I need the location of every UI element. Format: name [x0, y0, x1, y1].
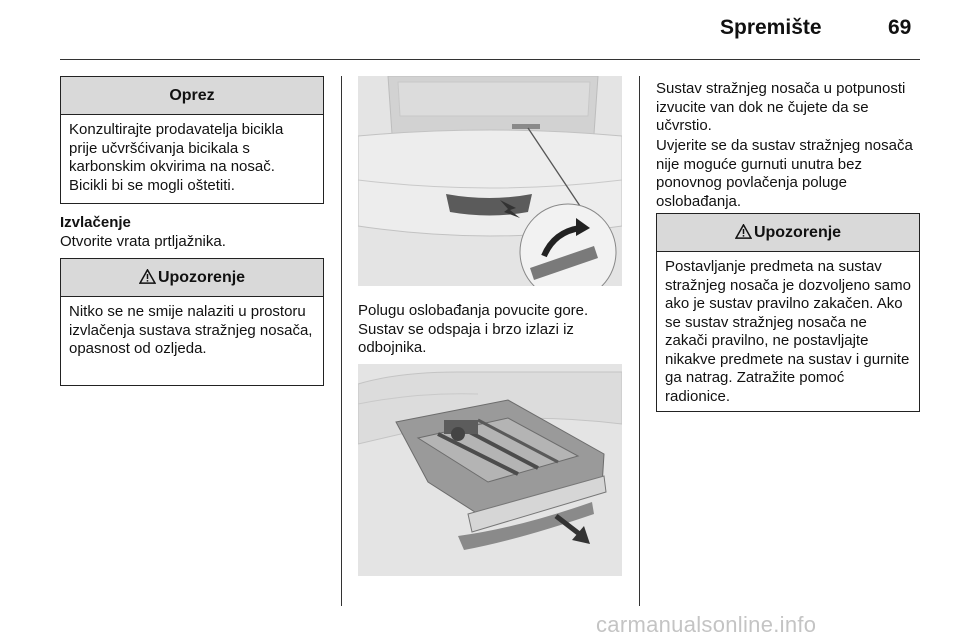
- instruction-para-2: Uvjerite se da sustav stražnjeg nosača nije moguće gurnuti unutra bez ponovnog povlačenja poluge oslobađanja.: [656, 137, 913, 210]
- warning-title-left: Upozorenje: [157, 268, 246, 286]
- warning-title-right: Upozorenje: [753, 223, 842, 241]
- figure-caption: Polugu oslobađanja povucite gore. Sustav se odspaja i brzo izlazi iz odbojnika.: [358, 302, 589, 356]
- warning-header-right: [657, 214, 919, 252]
- watermark: carmanualsonline.info: [596, 612, 817, 637]
- column-divider-right: [639, 76, 640, 606]
- section-text: Otvorite vrata prtljažnika.: [60, 232, 226, 250]
- page-title: Spremište: [720, 16, 822, 39]
- section-block: [60, 214, 325, 251]
- rear-carrier-extended-illustration-icon: [358, 364, 622, 576]
- page-number: 69: [888, 16, 912, 39]
- warning-box-left: [60, 258, 324, 386]
- caution-title: Oprez: [61, 77, 323, 115]
- figure-lever: [358, 76, 622, 286]
- figure-carrier: [358, 364, 622, 576]
- instruction-para-1: Sustav stražnjeg nosača u potpunosti izvucite van dok ne čujete da se učvrstio.: [656, 80, 906, 134]
- caution-box: [60, 76, 324, 204]
- warning-text-left: Nitko se ne smije nalaziti u prostoru izvlačenja sustava stražnjeg nosača, opasnost od ozljeda.: [69, 303, 313, 357]
- caution-text: Konzultirajte prodavatelja bicikla prije učvršćivanja bicikala s karbonskim okvirima na nosač. Bicikli bi se mogli oštetiti.: [69, 121, 284, 194]
- warning-triangle-icon: [139, 269, 156, 284]
- warning-header-left: [61, 259, 323, 297]
- warning-box-right: [656, 213, 920, 412]
- header-divider: [60, 59, 920, 60]
- rear-bumper-lever-illustration-icon: [358, 76, 622, 286]
- warning-text-right: Postavljanje predmeta na sustav stražnjeg nosača je dozvoljeno samo ako je sustav pravilno zakačen. Ako se sustav stražnjeg nosača ne zakači pravilno, ne postavljajte nikakve predmete na sustav i gurnite ga natrag. Zatražite pomoć radionice.: [665, 258, 911, 405]
- column-divider-left: [341, 76, 342, 606]
- section-heading: Izvlačenje: [60, 214, 131, 231]
- warning-triangle-icon: [735, 224, 752, 239]
